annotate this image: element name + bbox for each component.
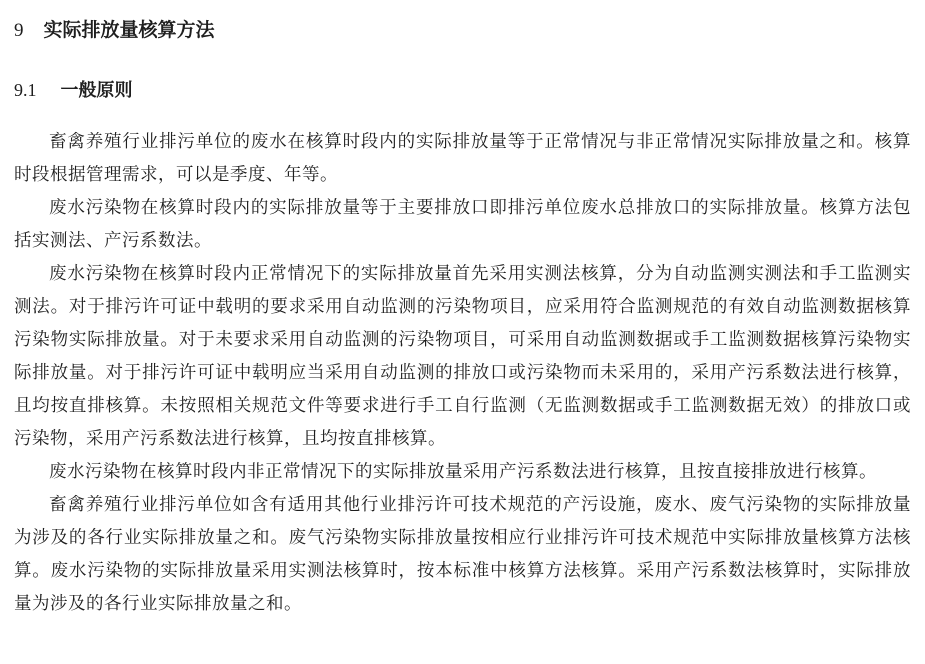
paragraph: 废水污染物在核算时段内的实际排放量等于主要排放口即排污单位废水总排放口的实际排放量。核算方法包括实测法、产污系数法。 [14,197,911,250]
section-heading [14,18,911,44]
subsection-title: 一般原则 [60,80,133,100]
paragraph: 畜禽养殖行业排污单位的废水在核算时段内的实际排放量等于正常情况与非正常情况实际排放量之和。核算时段根据管理需求，可以是季度、年等。 [14,131,911,184]
subsection-number: 9.1 [14,80,37,100]
subsection-heading [14,78,911,102]
paragraph: 废水污染物在核算时段内正常情况下的实际排放量首先采用实测法核算，分为自动监测实测法和手工监测实测法。对于排污许可证中载明的要求采用自动监测的污染物项目，应采用符合监测规范的有效自动监测数据核算污染物实际排放量。对于未要求采用自动监测的污染物项目，可采用自动监测数据或手工监测数据核算污染物实际排放量。对于排污许可证中载明应当采用自动监测的排放口或污染物而未采用的，采用产污系数法进行核算，且均按直排核算。未按照相关规范文件等要求进行手工自行监测（无监测数据或手工监测数据无效）的排放口或污染物，采用产污系数法进行核算，且均按直排核算。 [14,263,911,448]
section-title: 实际排放量核算方法 [43,20,215,41]
body-text [14,125,911,620]
section-number: 9 [14,20,24,41]
paragraph: 废水污染物在核算时段内非正常情况下的实际排放量采用产污系数法进行核算，且按直接排放进行核算。 [49,461,877,481]
paragraph: 畜禽养殖行业排污单位如含有适用其他行业排污许可技术规范的产污设施，废水、废气污染物的实际排放量为涉及的各行业实际排放量之和。废气污染物实际排放量按相应行业排污许可技术规范中实际排放量核算方法核算。废水污染物的实际排放量采用实测法核算时，按本标准中核算方法核算。采用产污系数法核算时，实际排放量为涉及的各行业实际排放量之和。 [14,494,911,613]
